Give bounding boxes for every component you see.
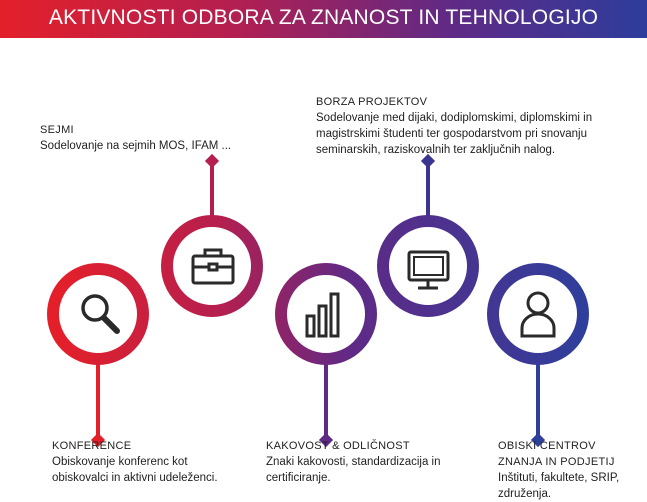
konference-text: Obiskovanje konferenc kot obiskovalci in aktivni udeleženci. (52, 456, 218, 484)
bar-chart-icon (307, 294, 338, 336)
label-borza (316, 94, 641, 158)
obiski-title: OBISKI CENTROV ZNANJA IN PODJETIJ (498, 440, 615, 468)
briefcase-icon (193, 250, 233, 283)
sejmi-text: Sodelovanje na sejmih MOS, IFAM ... (40, 140, 232, 152)
label-kakovost (266, 438, 466, 486)
obiski-text: Inštituti, fakultete, SRIP, združenja. (498, 472, 620, 500)
konference-title: KONFERENCE (52, 440, 132, 452)
kakovost-title: KAKOVOST & ODLIČNOST (266, 440, 410, 452)
borza-text: Sodelovanje med dijaki, dodiplomskimi, diplomskimi in magistrskimi študenti ter gospodarstvom pri snovanju seminarskih, raziskovalnih ter zaključnih nalog. (316, 112, 593, 156)
kakovost-text: Znaki kakovosti, standardizacija in certificiranje. (266, 456, 441, 484)
ring-konference (53, 269, 143, 359)
magnifier-icon (83, 296, 117, 331)
label-sejmi (40, 122, 290, 154)
ring-borza (383, 221, 473, 311)
borza-title: BORZA PROJEKTOV (316, 96, 428, 108)
page-title: AKTIVNOSTI ODBORA ZA ZNANOST IN TEHNOLOGIJO (48, 6, 599, 29)
person-icon (522, 293, 554, 336)
diamond-sejmi (205, 154, 219, 168)
label-konference (52, 438, 242, 486)
label-obiski (498, 438, 643, 502)
sejmi-title: SEJMI (40, 124, 74, 136)
monitor-icon (409, 252, 448, 288)
